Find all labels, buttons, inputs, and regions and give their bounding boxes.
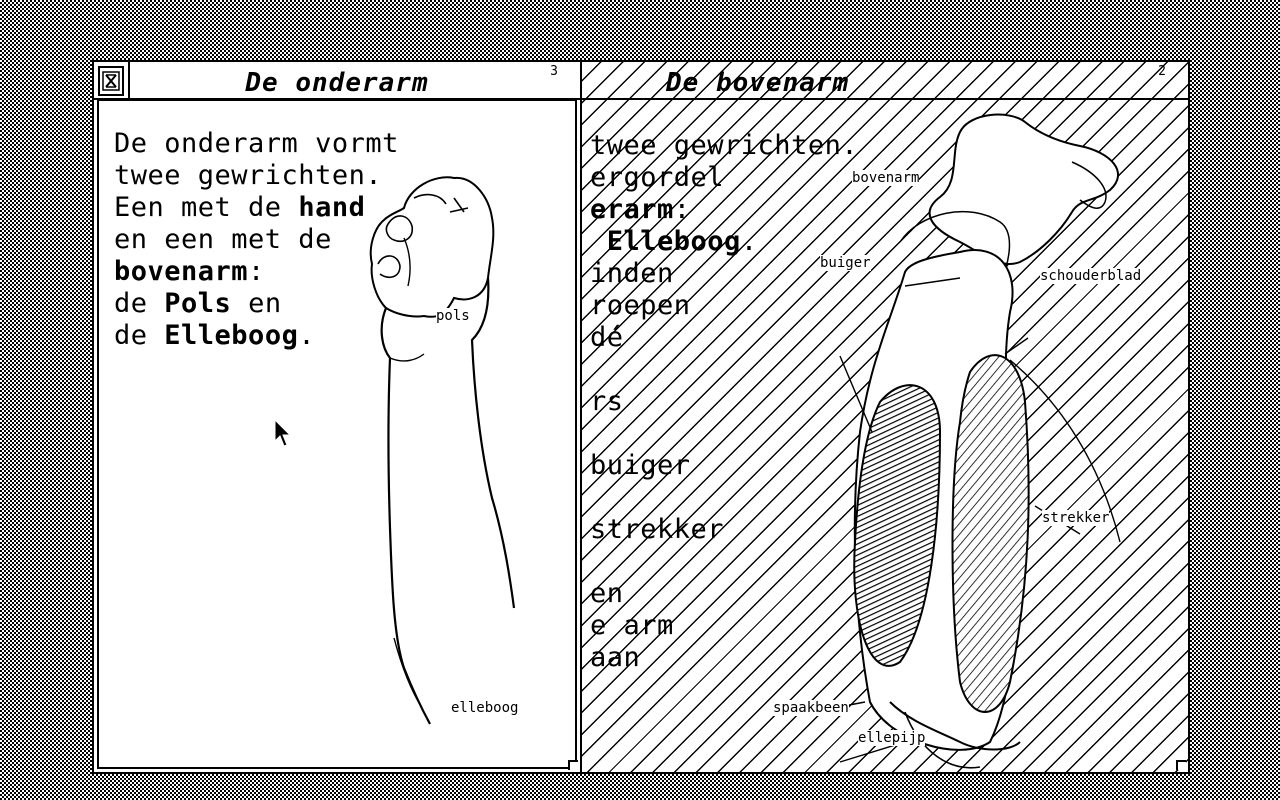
bold-term: Pols bbox=[164, 288, 232, 319]
text-segment: roepen bbox=[590, 290, 691, 321]
text-line bbox=[114, 160, 399, 192]
window-title: De bovenarm bbox=[666, 68, 850, 98]
text-segment: twee gewrichten. bbox=[114, 160, 383, 191]
resize-box[interactable] bbox=[568, 760, 578, 770]
window-number: 3 bbox=[550, 64, 558, 79]
text-segment: De onderarm vormt bbox=[114, 128, 399, 159]
text-line bbox=[114, 128, 399, 160]
window-titlebar[interactable] bbox=[94, 62, 580, 100]
text-segment: de bbox=[114, 320, 165, 351]
label-wrist: pols bbox=[436, 308, 470, 324]
window-title: De onderarm bbox=[245, 68, 429, 98]
text-segment: . bbox=[740, 226, 758, 257]
text-segment: strekker bbox=[590, 514, 725, 545]
forearm-illustration bbox=[364, 168, 564, 728]
label-elbow: elleboog bbox=[451, 700, 519, 716]
text-segment: buiger bbox=[590, 450, 691, 481]
text-segment: e arm bbox=[590, 610, 674, 641]
text-segment: : bbox=[673, 194, 691, 225]
text-segment: aan bbox=[590, 642, 641, 673]
text-line bbox=[114, 256, 399, 288]
text-segment: en bbox=[590, 578, 624, 609]
text-segment: de bbox=[114, 288, 165, 319]
label-radius: spaakbeen bbox=[773, 700, 849, 716]
text-line bbox=[114, 320, 399, 352]
text-segment: ergordel bbox=[590, 162, 725, 193]
text-line bbox=[114, 224, 399, 256]
bold-term: bovenarm bbox=[114, 256, 249, 287]
bold-term: Elleboog bbox=[164, 320, 299, 351]
text-segment: . bbox=[298, 320, 316, 351]
text-segment: Een met de bbox=[114, 192, 299, 223]
window-onderarm[interactable] bbox=[92, 60, 582, 774]
text-segment: twee gewrichten. bbox=[590, 130, 859, 161]
text-line bbox=[114, 192, 399, 224]
bold-term: hand bbox=[298, 192, 366, 223]
text-segment: dé bbox=[590, 322, 624, 353]
text-segment: en bbox=[231, 288, 282, 319]
upper-arm-illustration bbox=[810, 102, 1190, 774]
text-segment: en een met de bbox=[114, 224, 332, 255]
window-number: 2 bbox=[1158, 64, 1166, 79]
text-segment: : bbox=[248, 256, 265, 287]
text-segment bbox=[590, 226, 607, 257]
window-bovenarm[interactable] bbox=[578, 60, 1190, 774]
window-text bbox=[114, 128, 399, 352]
text-segment: rs bbox=[590, 386, 624, 417]
resize-box[interactable] bbox=[1176, 760, 1186, 770]
bold-term: erarm bbox=[590, 194, 674, 225]
window-titlebar[interactable] bbox=[580, 62, 1188, 100]
label-extensor: strekker bbox=[1042, 510, 1110, 526]
label-upper-arm: bovenarm bbox=[852, 170, 920, 186]
bold-term: Elleboog bbox=[606, 226, 741, 257]
text-segment: inden bbox=[590, 258, 674, 289]
label-shoulder-blade: schouderblad bbox=[1040, 268, 1142, 284]
label-flexor: buiger bbox=[820, 255, 871, 271]
label-ulna: ellepijp bbox=[858, 730, 926, 746]
arrow-cursor-icon bbox=[274, 419, 294, 449]
text-line bbox=[114, 288, 399, 320]
